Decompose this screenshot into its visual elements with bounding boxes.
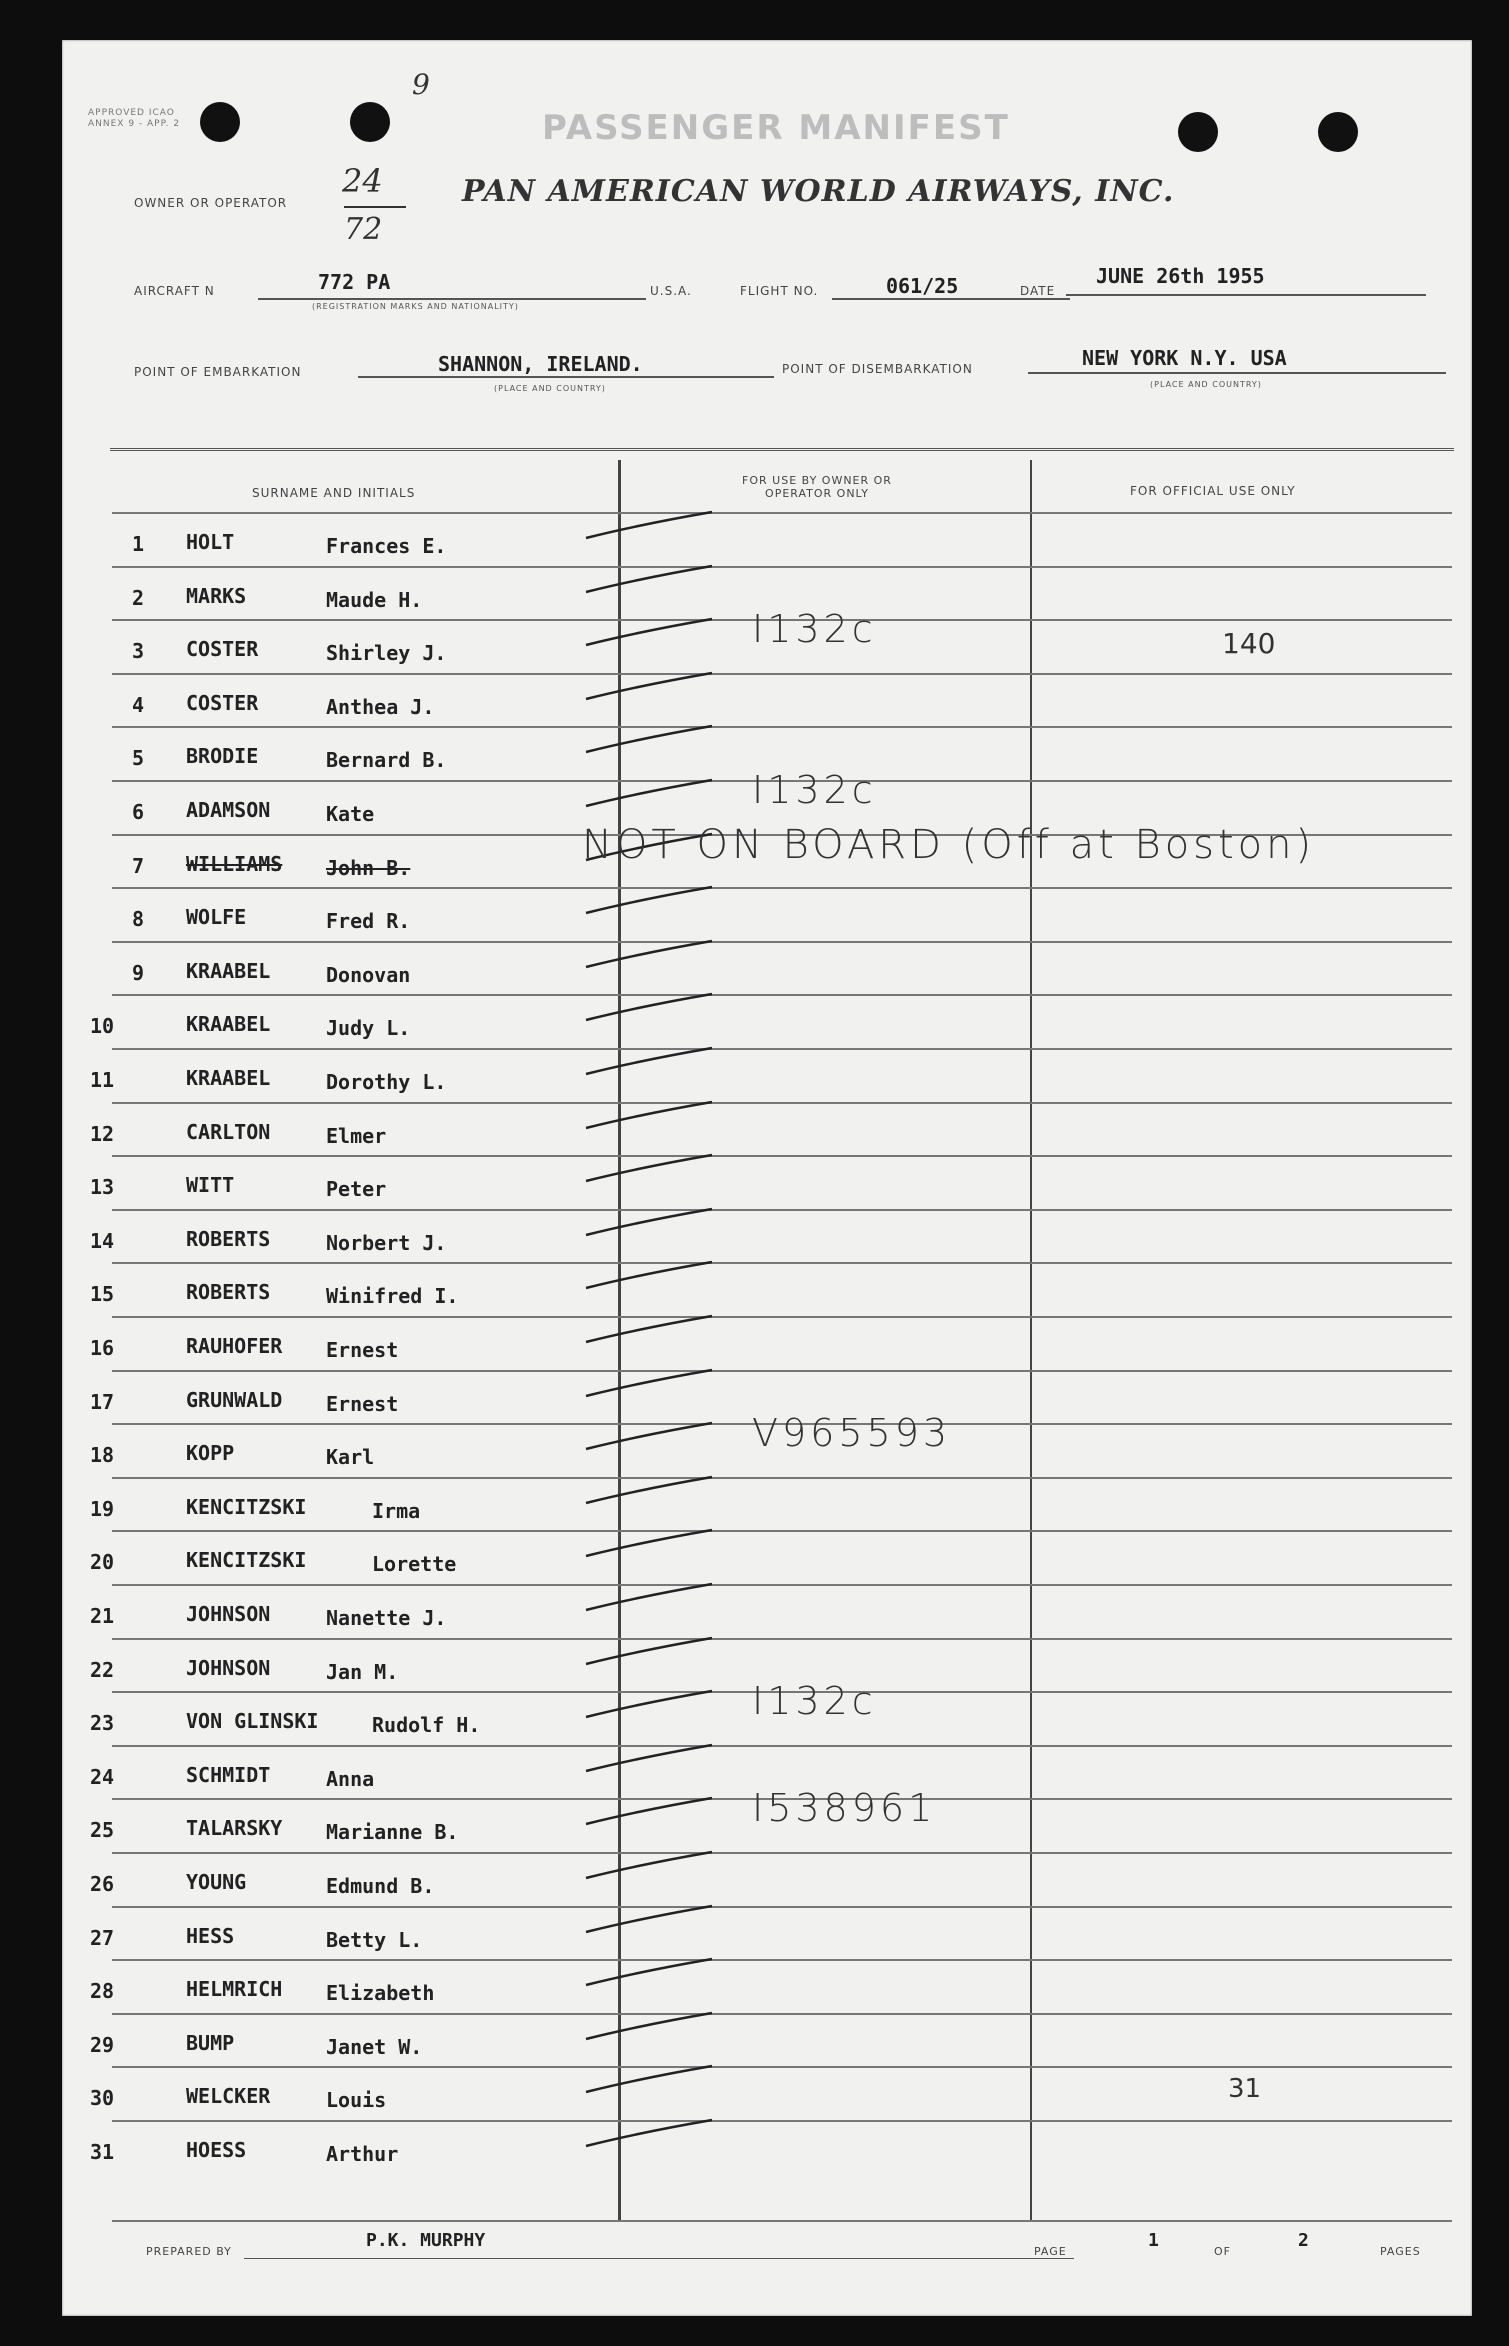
passenger-surname: MARKS [186,583,247,608]
row-rule [112,1370,1452,1372]
row-rule [112,2120,1452,2122]
row-rule [112,1745,1452,1747]
column-divider [1030,460,1032,2222]
row-rule [112,1638,1452,1640]
date-value: JUNE 26th 1955 [1096,264,1265,288]
passenger-given-name: Peter [326,1177,387,1202]
flight-label: FLIGHT NO. [740,284,819,298]
aircraft-value: 772 PA [318,270,391,294]
row-rule [112,1477,1452,1479]
passenger-number: 19 [90,1496,115,1521]
passenger-surname: BRODIE [186,744,259,769]
passenger-given-name: Judy L. [326,1016,411,1041]
passenger-number: 14 [90,1228,115,1253]
passenger-surname: ROBERTS [186,1226,271,1251]
passenger-surname: CARLTON [186,1119,271,1144]
check-mark-icon [582,1951,722,1991]
passenger-number: 20 [90,1550,115,1575]
row-rule [112,1048,1452,1050]
page-title: PASSENGER MANIFEST [542,108,1010,148]
passenger-surname: KOPP [186,1441,235,1466]
row-rule [112,2066,1452,2068]
passenger-number: 3 [132,639,145,664]
punch-hole [350,102,390,142]
owner-label: OWNER OR OPERATOR [134,196,288,210]
page-label: PAGE [1034,2245,1067,2258]
check-mark-icon [582,2005,722,2045]
passenger-number: 31 [90,2140,115,2164]
passenger-given-name: Irma [372,1498,421,1523]
handwritten-note-bottom: 72 [344,212,383,247]
disembark-value: NEW YORK N.Y. USA [1082,346,1287,370]
check-mark-icon [582,772,722,812]
passenger-surname: HELMRICH [186,1977,283,2002]
passenger-surname: BUMP [186,2030,235,2055]
passenger-surname: KRAABEL [186,1066,271,1090]
check-mark-icon [582,2058,722,2098]
passenger-given-name: Rudolf H. [372,1713,481,1738]
check-mark-icon [582,986,722,1026]
passenger-given-name: Dorothy L. [326,1070,447,1094]
row-rule [112,1906,1452,1908]
passenger-given-name: Ernest [326,1338,399,1362]
passenger-number: 16 [90,1336,115,1360]
row-rule [112,1316,1452,1318]
row-rule [112,726,1452,728]
passenger-surname: KENCITZSKI [186,1548,307,1573]
check-mark-icon [582,1790,722,1830]
check-mark-icon [582,1683,722,1723]
row-rule [112,994,1452,996]
passenger-number: 22 [90,1657,115,1682]
passenger-number: 2 [132,585,145,610]
handwritten-note-mid: 24 [342,162,383,200]
passenger-number: 4 [132,692,145,717]
operator-note: NOT ON BOARD (Off at Boston) [582,821,1316,868]
row-rule [112,2013,1452,2015]
prepared-value: P.K. MURPHY [366,2230,486,2251]
row-rule [112,1530,1452,1532]
passenger-surname: SCHMIDT [186,1762,271,1787]
row-rule [112,1852,1452,1854]
check-mark-icon [582,1844,722,1884]
row-rule [112,512,1452,514]
punch-hole [1178,112,1218,152]
operator-note: I538961 [752,1786,937,1831]
check-mark-icon [582,1415,722,1455]
check-mark-icon [582,1040,722,1080]
check-mark-icon [582,718,722,758]
passenger-surname: HOESS [186,2138,247,2162]
passenger-given-name: Janet W. [326,2034,423,2059]
operator-note: I132c [752,768,877,812]
row-rule [112,887,1452,889]
check-mark-icon [582,1469,722,1509]
col-header-surname: SURNAME AND INITIALS [252,486,416,500]
passenger-given-name: Elmer [326,1123,387,1148]
of-label: OF [1214,2245,1231,2258]
row-rule [112,1209,1452,1211]
passenger-given-name: Donovan [326,962,411,987]
check-mark-icon [582,1522,722,1562]
embark-label: POINT OF EMBARKATION [134,365,302,379]
operator-note: V965593 [752,1411,952,1456]
passenger-number: 13 [90,1175,115,1200]
passenger-given-name: Maude H. [326,587,423,612]
passenger-surname: HOLT [186,530,235,554]
passenger-number: 6 [132,800,145,824]
row-rule [112,1262,1452,1264]
passenger-number: 12 [90,1121,115,1146]
passenger-given-name: Jan M. [326,1659,399,1684]
flight-value: 061/25 [886,274,959,298]
passenger-surname: WELCKER [186,2084,271,2109]
passenger-given-name: Bernard B. [326,748,447,773]
operator-note: I132c [752,607,877,652]
row-rule [112,1155,1452,1157]
embark-sub: (PLACE AND COUNTRY) [494,384,606,393]
check-mark-icon [582,2112,722,2152]
passenger-surname: RAUHOFER [186,1334,283,1358]
passenger-given-name: Winifred I. [326,1284,459,1309]
passenger-number: 17 [90,1389,115,1414]
passenger-number: 18 [90,1443,115,1468]
passenger-surname: COSTER [186,690,259,715]
passenger-surname: WITT [186,1173,235,1198]
prepared-label: PREPARED BY [146,2245,232,2258]
check-mark-icon [582,558,722,598]
passenger-given-name: Betty L. [326,1927,423,1952]
passenger-given-name: Arthur [326,2142,399,2166]
passenger-given-name: John B. [326,855,411,880]
passenger-number: 11 [90,1068,115,1092]
date-label: DATE [1020,284,1056,298]
row-rule [112,941,1452,943]
check-mark-icon [582,1201,722,1241]
fraction-bar [344,206,406,208]
official-note: 31 [1228,2074,1262,2105]
manifest-sheet [62,40,1472,2316]
passenger-given-name: Karl [326,1445,375,1470]
check-mark-icon [582,1737,722,1777]
row-rule [112,1584,1452,1586]
passenger-surname: ADAMSON [186,798,271,822]
embark-value: SHANNON, IRELAND. [438,352,643,376]
passenger-surname: GRUNWALD [186,1387,283,1412]
check-mark-icon [582,1362,722,1402]
passenger-surname: YOUNG [186,1870,247,1894]
passenger-number: 26 [90,1872,115,1896]
col-header-owner-use: FOR USE BY OWNER OR OPERATOR ONLY [742,474,892,500]
of-value: 2 [1298,2230,1309,2251]
passenger-surname: VON GLINSKI [186,1709,319,1734]
check-mark-icon [582,879,722,919]
operator-note: I132c [752,1679,877,1724]
passenger-given-name: Frances E. [326,534,447,558]
check-mark-icon [582,611,722,651]
passenger-number: 29 [90,2032,115,2057]
passenger-number: 8 [132,907,145,932]
handwritten-note-top: 9 [412,68,430,101]
passenger-surname: KENCITZSKI [186,1494,307,1519]
passenger-surname: WOLFE [186,905,247,930]
passenger-given-name: Lorette [372,1552,457,1577]
passenger-given-name: Fred R. [326,909,411,934]
passenger-number: 1 [132,532,145,556]
check-mark-icon [582,665,722,705]
usa-label: U.S.A. [650,284,692,298]
passenger-given-name: Shirley J. [326,641,447,666]
row-rule [112,1959,1452,1961]
passenger-surname: JOHNSON [186,1655,271,1680]
passenger-given-name: Norbert J. [326,1230,447,1255]
passenger-given-name: Anthea J. [326,694,435,719]
passenger-surname: WILLIAMS [186,851,283,876]
passenger-number: 5 [132,746,145,771]
check-mark-icon [582,1898,722,1938]
passenger-surname: KRAABEL [186,1012,271,1037]
row-rule [112,1102,1452,1104]
passenger-surname: KRAABEL [186,958,271,983]
passenger-given-name: Louis [326,2088,387,2113]
passenger-given-name: Anna [326,1766,375,1791]
passenger-number: 15 [90,1282,115,1307]
passenger-number: 27 [90,1925,115,1950]
approval-stamp: APPROVED ICAO ANNEX 9 - APP. 2 [88,108,181,129]
check-mark-icon [582,1094,722,1134]
row-rule [112,673,1452,675]
passenger-surname: HESS [186,1923,235,1948]
passenger-given-name: Elizabeth [326,1981,435,2006]
punch-hole [1318,112,1358,152]
passenger-given-name: Nanette J. [326,1606,447,1630]
passenger-number: 23 [90,1711,115,1736]
passenger-surname: ROBERTS [186,1280,271,1305]
check-mark-icon [582,1254,722,1294]
check-mark-icon [582,1576,722,1616]
disembark-sub: (PLACE AND COUNTRY) [1150,380,1262,389]
passenger-surname: COSTER [186,637,259,662]
check-mark-icon [582,504,722,544]
passenger-surname: JOHNSON [186,1602,271,1626]
passenger-number: 28 [90,1979,115,2004]
official-note: 140 [1222,627,1276,661]
passenger-given-name: Edmund B. [326,1874,435,1898]
disembark-label: POINT OF DISEMBARKATION [782,362,973,376]
pages-label: PAGES [1380,2245,1421,2258]
row-rule [112,566,1452,568]
passenger-number: 7 [132,853,145,878]
col-header-official-use: FOR OFFICIAL USE ONLY [1130,484,1296,498]
passenger-number: 25 [90,1818,115,1843]
passenger-given-name: Marianne B. [326,1820,459,1845]
aircraft-sub: (REGISTRATION MARKS AND NATIONALITY) [312,302,519,311]
check-mark-icon [582,1147,722,1187]
airline-name: PAN AMERICAN WORLD AIRWAYS, INC. [462,174,1175,209]
check-mark-icon [582,1308,722,1348]
aircraft-label: AIRCRAFT N [134,284,215,298]
passenger-given-name: Kate [326,802,375,826]
passenger-surname: TALARSKY [186,1816,283,1841]
passenger-number: 24 [90,1764,115,1789]
check-mark-icon [582,1630,722,1670]
passenger-number: 10 [90,1014,115,1039]
passenger-number: 30 [90,2086,115,2111]
passenger-number: 21 [90,1604,115,1628]
check-mark-icon [582,933,722,973]
passenger-given-name: Ernest [326,1391,399,1416]
page-value: 1 [1148,2230,1159,2251]
passenger-number: 9 [132,960,145,985]
